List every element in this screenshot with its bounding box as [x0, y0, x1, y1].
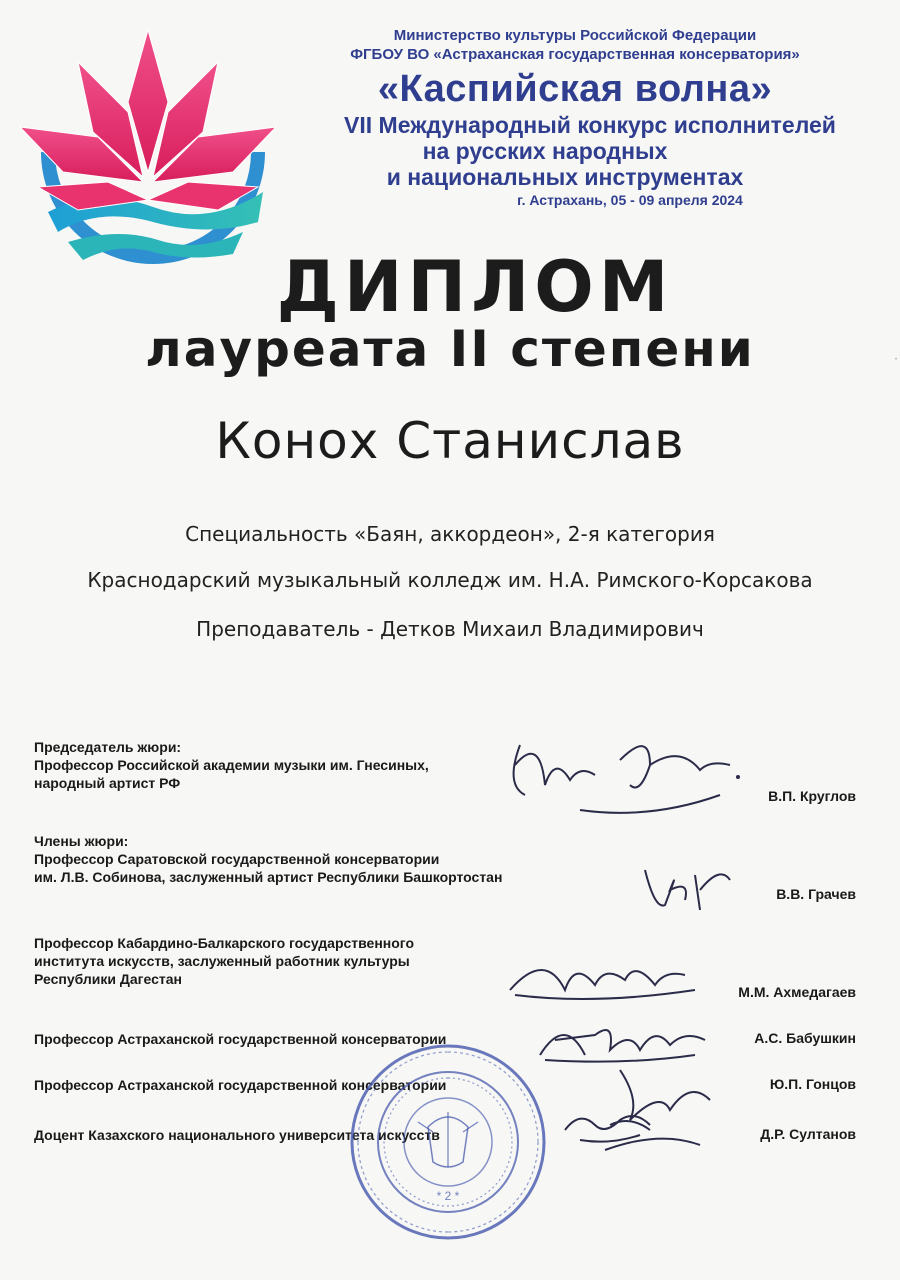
specialty-line: Специальность «Баян, аккордеон», 2-я категория — [185, 522, 715, 546]
institution-line: ФГБОУ ВО «Астраханская государственная консерватория» — [350, 46, 800, 63]
place-date: г. Астрахань, 05 - 09 апреля 2024 — [517, 192, 743, 208]
corner-mark: · — [894, 352, 898, 366]
member-title-line-1: Доцент Казахского национального университета искусств — [34, 1127, 440, 1143]
teacher-line: Преподаватель - Детков Михаил Владимирович — [196, 617, 704, 641]
school-line: Краснодарский музыкальный колледж им. Н.А. Римского-Корсакова — [87, 568, 813, 592]
member-title-line-1: Профессор Астраханской государственной консерватории — [34, 1031, 447, 1047]
subtitle-line-1: VII Международный конкурс исполнителей — [344, 112, 836, 138]
chair-name: В.П. Круглов — [768, 788, 856, 804]
member-title-line-1: Профессор Кабардино-Балкарского государственного — [34, 935, 415, 951]
recipient-name: Конох Станислав — [215, 412, 685, 470]
member-title-line-3: Республики Дагестан — [34, 971, 182, 987]
chair-title-line-1: Профессор Российской академии музыки им. Гнесиных, — [34, 757, 429, 773]
contest-header — [290, 26, 860, 210]
member-title-line-2: института искусств, заслуженный работник культуры — [34, 953, 410, 969]
signature-chair-icon — [500, 725, 760, 825]
chair-heading: Председатель жюри: — [34, 739, 182, 755]
chair-title-line-2: народный артист РФ — [34, 775, 181, 791]
official-stamp-icon — [348, 1042, 548, 1242]
diploma-title: ДИПЛОМ — [276, 246, 674, 328]
svg-text:* 2 *: * 2 * — [436, 1189, 460, 1203]
diploma-degree: лауреата II степени — [145, 320, 755, 378]
contest-subtitle — [290, 112, 860, 190]
jury-member-block-1 — [34, 832, 502, 886]
subtitle-line-3: и национальных инструментах — [386, 164, 744, 190]
members-heading: Члены жюри: — [34, 833, 129, 849]
member-title-line-1: Профессор Саратовской государственной консерватории — [34, 851, 440, 867]
ministry-line: Министерство культуры Российской Федерации — [393, 27, 757, 44]
jury-member-block-2 — [34, 934, 414, 988]
member-name-4: Ю.П. Гонцов — [769, 1076, 856, 1092]
contest-title: «Каспийская волна» — [377, 68, 773, 110]
member-name-3: А.С. Бабушкин — [754, 1030, 856, 1046]
signature-akhmedagaev-icon — [505, 950, 705, 1010]
jury-chair-block — [34, 738, 429, 792]
subtitle-line-2: на русских народных — [422, 138, 668, 164]
member-name-5: Д.Р. Султанов — [760, 1126, 856, 1142]
member-name-1: В.В. Грачев — [776, 886, 856, 902]
member-title-line-2: им. Л.В. Собинова, заслуженный артист Республики Башкортостан — [34, 869, 503, 885]
signature-grachev-icon — [640, 860, 740, 920]
member-title-line-1: Профессор Астраханской государственной консерватории — [34, 1077, 447, 1093]
signature-sultanov-icon — [560, 1090, 660, 1150]
member-name-2: М.М. Ахмедагаев — [738, 984, 856, 1000]
